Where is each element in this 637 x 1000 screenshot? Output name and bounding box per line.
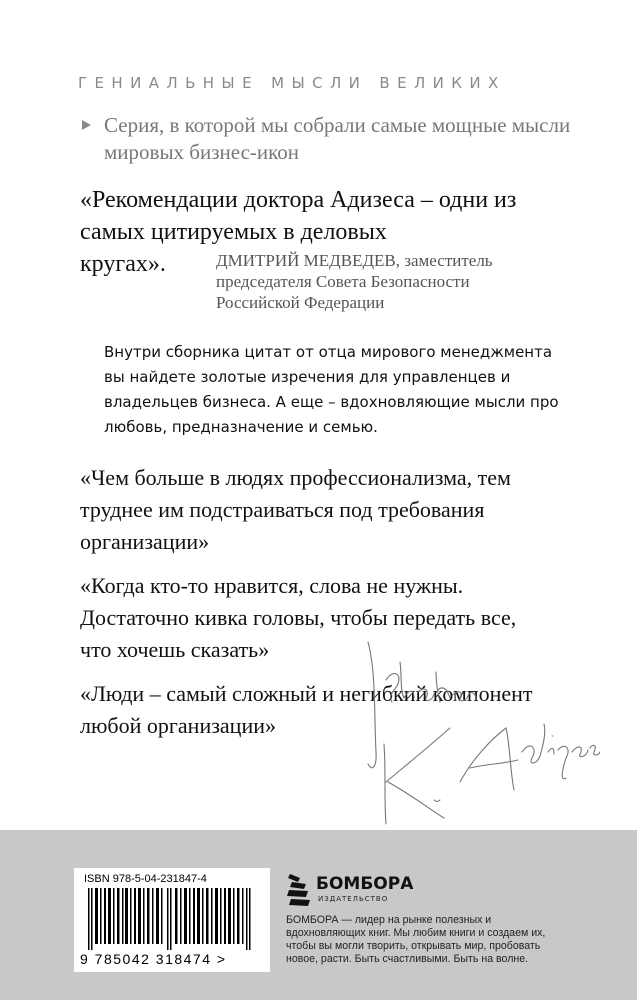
series-title: ГЕНИАЛЬНЫЕ МЫСЛИ ВЕЛИКИХ [78, 74, 506, 92]
barcode-box [74, 868, 270, 972]
quote-1: «Чем больше в людях профессионализма, тем труднее им подстраиваться под требования организации» [80, 465, 511, 554]
recommendation-author [216, 250, 556, 313]
recommendation-quote-end: кругах». [80, 251, 166, 277]
series-description: Серия, в которой мы собрали самые мощные мысли мировых бизнес-икон [104, 113, 571, 164]
isbn-text: ISBN 978-5-04-231847-4 [84, 873, 207, 885]
recommendation-quote: «Рекомендации доктора Адизеса – одни из самых цитируемых в деловых [80, 187, 517, 245]
quote-2: «Когда кто-то нравится, слова не нужны. Достаточно кивка головы, чтобы передать все, что хочешь сказать» [80, 573, 517, 662]
author-name: ДМИТРИЙ МЕДВЕДЕВ [216, 251, 396, 270]
publisher-description: БОМБОРА — лидер на рынке полезных и вдохновляющих книг. Мы любим книги и создаем их, чтобы вы могли творить, открывать мир, пробовать новое, расти. Быть счастливыми. Быть на волне. [286, 914, 546, 965]
quote-3: «Люди – самый сложный и негибкий компонент любой организации» [80, 681, 533, 738]
barcode-icon [82, 888, 262, 950]
barcode-digits: 9 785042 318474 > [80, 951, 227, 967]
bombora-logo-icon [286, 872, 312, 910]
publisher-subtitle: ИЗДАТЕЛЬСТВО [318, 895, 389, 903]
arrow-icon [82, 120, 91, 130]
intro-text: Внутри сборника цитат от отца мирового менеджмента вы найдете золотые изречения для управленцев и владельцев бизнеса. А еще – вдохновляющие мысли про любовь, предназначение и семью. [104, 343, 559, 436]
author-role: , заместитель председателя Совета Безопасности Российской Федерации [216, 251, 493, 312]
publisher-name: БОМБОРА [316, 874, 414, 894]
signature [340, 632, 600, 832]
